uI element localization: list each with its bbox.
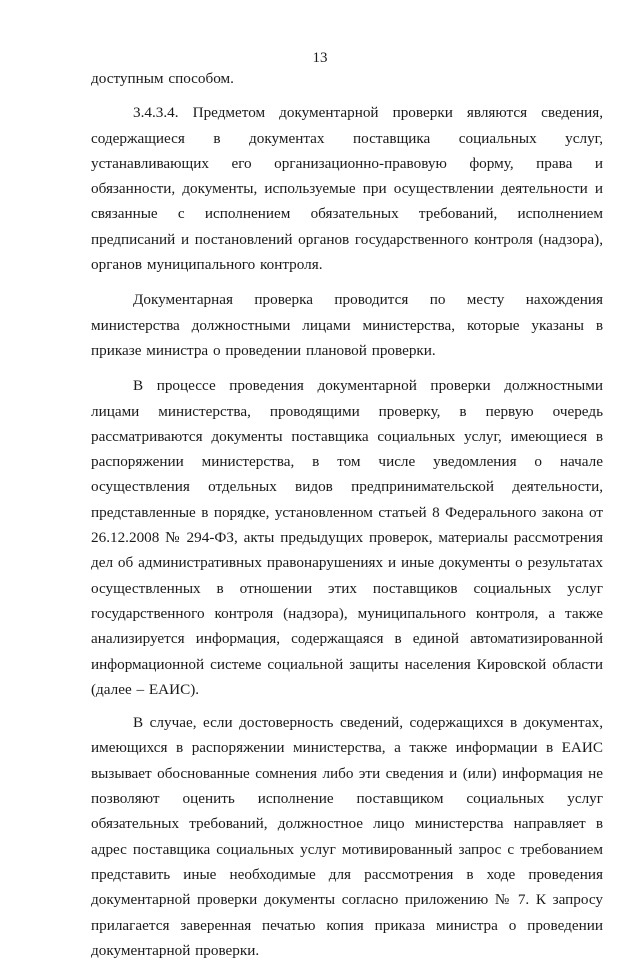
paragraph-request-documents: В случае, если достоверность сведений, содержащихся в документах, имеющихся в распоряжении министерства, а также информации в ЕАИС вызывает обоснованные сомнения либо эти сведения и (или) информация не позволяют оценить исполнение поставщиком социальных услуг обязательных требований, должностное лицо министерства направляет в адрес поставщика социальных услуг мотивированный запрос с требованием представить иные необходимые для рассмотрения в ходе проведения документарной проверки документы согласно приложению № 7. К запросу прилагается заверенная печатью копия приказа министра о проведении документарной проверки. <box>91 714 603 959</box>
page-number: 13 <box>312 50 328 66</box>
paragraph-documentary-check-process: В процессе проведения документарной проверки должностными лицами министерства, проводящими проверку, в первую очередь рассматриваются документы поставщика социальных услуг, имеющиеся в распоряжении министерства, в том числе уведомления о начале осуществления отдельных видов предпринимательской деятельности, представленные в порядке, установленном статьей 8 Федерального закона от 26.12.2008 № 294-ФЗ, акты предыдущих проверок, материалы рассмотрения дел об административных правонарушениях и иные документы о результатах осуществленных в отношении этих поставщиков социальных услуг государственного контроля (надзора), муниципального контроля, а также анализируется информация, содержащаяся в единой автоматизированной информационной системе социальной защиты населения Кировской области (далее – ЕАИС). <box>91 377 603 698</box>
paragraph-3-4-3-4: 3.4.3.4. Предметом документарной проверки являются сведения, содержащиеся в документах поставщика социальных услуг, устанавливающих его организационно-правовую форму, права и обязанности, документы, используемые при осуществлении деятельности и связанные с исполнением обязательных требований, исполнением предписаний и постановлений органов государственного контроля (надзора), органов муниципального контроля. <box>91 104 603 274</box>
paragraph-documentary-check-location: Документарная проверка проводится по месту нахождения министерства должностными лицами министерства, которые указаны в приказе министра о проведении плановой проверки. <box>91 291 603 359</box>
paragraph-continuation: доступным способом. <box>91 70 234 87</box>
document-body <box>91 66 603 963</box>
